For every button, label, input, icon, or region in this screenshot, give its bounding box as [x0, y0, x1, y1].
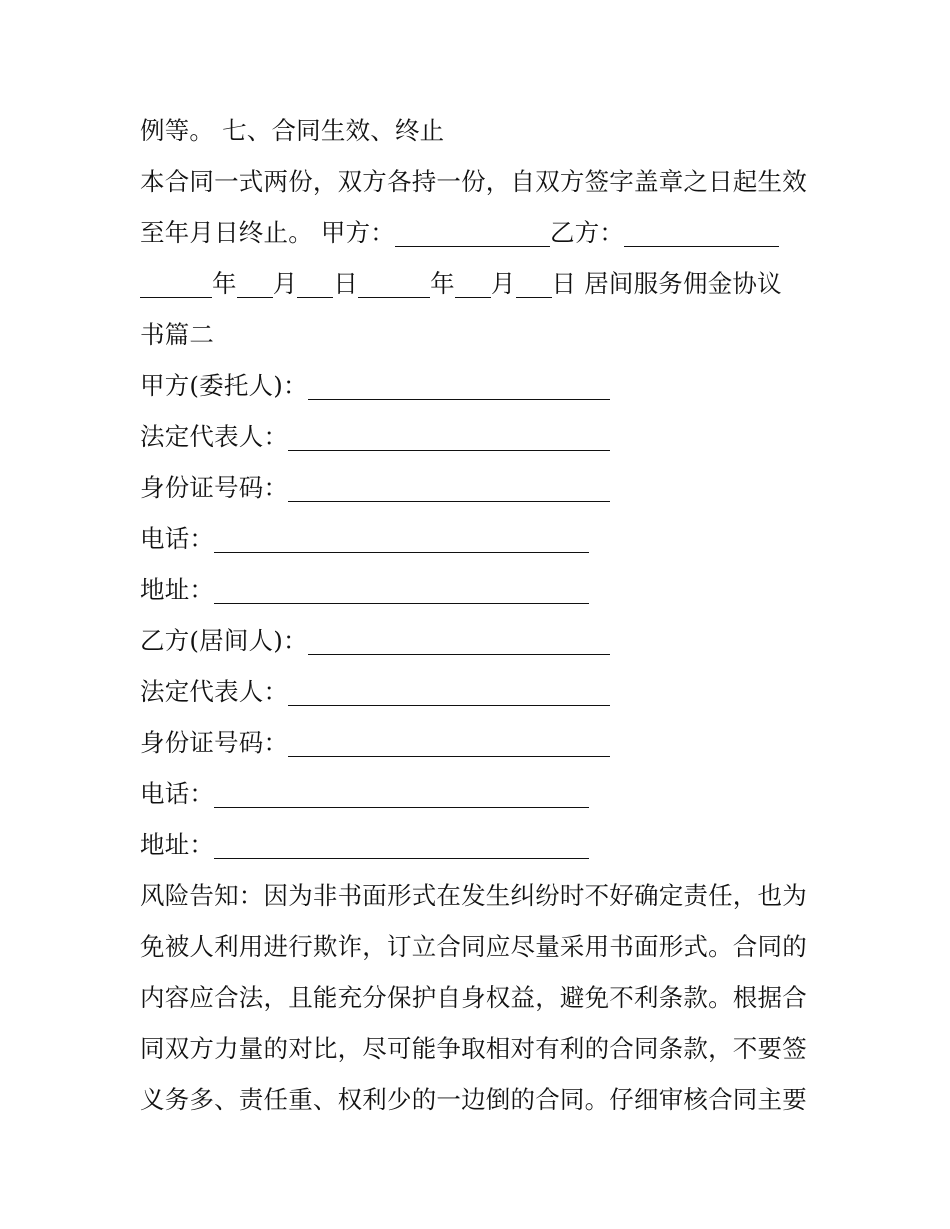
paragraph-text: 本合同一式两份，双方各持一份，自双方签字盖章之日起生效 [140, 167, 807, 196]
party-b-label: 乙方： [550, 218, 625, 247]
section-title-end: 书篇二 [140, 320, 215, 349]
id-blank [288, 471, 610, 502]
rep-blank [288, 675, 610, 706]
id-blank [288, 726, 610, 757]
month-label: 月 [272, 269, 298, 298]
risk-notice-line [140, 870, 820, 921]
paragraph-text: 至年月日终止。 甲方： [140, 218, 395, 247]
year-blank [358, 267, 430, 298]
paragraph-text: 内容应合法，且能充分保护自身权益，避免不利条款。根据合 [140, 983, 807, 1012]
clause-heading: 例等。 七、合同生效、终止 [140, 116, 445, 145]
year-label: 年 [212, 269, 237, 298]
paragraph-text: 义务多、责任重、权利少的一边倒的合同。仔细审核合同主要 [140, 1085, 807, 1114]
party-b-label: 乙方(居间人)： [140, 626, 308, 655]
paragraph-text: 同双方力量的对比，尽可能争取相对有利的合同条款，不要签 [140, 1034, 807, 1063]
form-row-id-a [140, 462, 820, 513]
risk-notice-line [140, 972, 820, 1023]
party-b-signature-blank [624, 216, 779, 247]
text-line [140, 105, 820, 156]
risk-notice-line [140, 921, 820, 972]
rep-blank [288, 420, 610, 451]
form-row-address-b [140, 819, 820, 870]
year-blank [140, 267, 212, 298]
address-label: 地址： [140, 575, 215, 604]
risk-notice-line [140, 1023, 820, 1074]
address-blank [214, 573, 589, 604]
text-line [140, 156, 820, 207]
id-label: 身份证号码： [140, 728, 289, 757]
address-label: 地址： [140, 830, 215, 859]
month-blank [455, 267, 491, 298]
party-b-blank [308, 624, 610, 655]
phone-blank [214, 522, 589, 553]
text-line [140, 258, 820, 309]
paragraph-text: 免被人利用进行欺诈，订立合同应尽量采用书面形式。合同的 [140, 932, 807, 961]
month-blank [237, 267, 273, 298]
document-page [140, 105, 820, 1125]
day-label: 日 [333, 269, 359, 298]
text-line [140, 207, 820, 258]
day-blank [516, 267, 552, 298]
form-row-phone-b [140, 768, 820, 819]
form-row-address-a [140, 564, 820, 615]
text-line [140, 309, 820, 360]
id-label: 身份证号码： [140, 473, 289, 502]
section-title-start: 日 居间服务佣金协议 [551, 269, 782, 298]
form-row-rep-a [140, 411, 820, 462]
party-a-signature-blank [395, 216, 550, 247]
party-a-blank [308, 369, 610, 400]
paragraph-text: 风险告知：因为非书面形式在发生纠纷时不好确定责任，也为 [140, 881, 807, 910]
form-row-phone-a [140, 513, 820, 564]
rep-label: 法定代表人： [140, 422, 289, 451]
phone-label: 电话： [140, 524, 215, 553]
form-row-party-b [140, 615, 820, 666]
year-label: 年 [430, 269, 455, 298]
month-label: 月 [490, 269, 516, 298]
form-row-rep-b [140, 666, 820, 717]
address-blank [214, 828, 589, 859]
form-row-party-a [140, 360, 820, 411]
phone-label: 电话： [140, 779, 215, 808]
risk-notice-line [140, 1074, 820, 1125]
form-row-id-b [140, 717, 820, 768]
party-a-label: 甲方(委托人)： [140, 371, 308, 400]
day-blank [297, 267, 333, 298]
rep-label: 法定代表人： [140, 677, 289, 706]
phone-blank [214, 777, 589, 808]
